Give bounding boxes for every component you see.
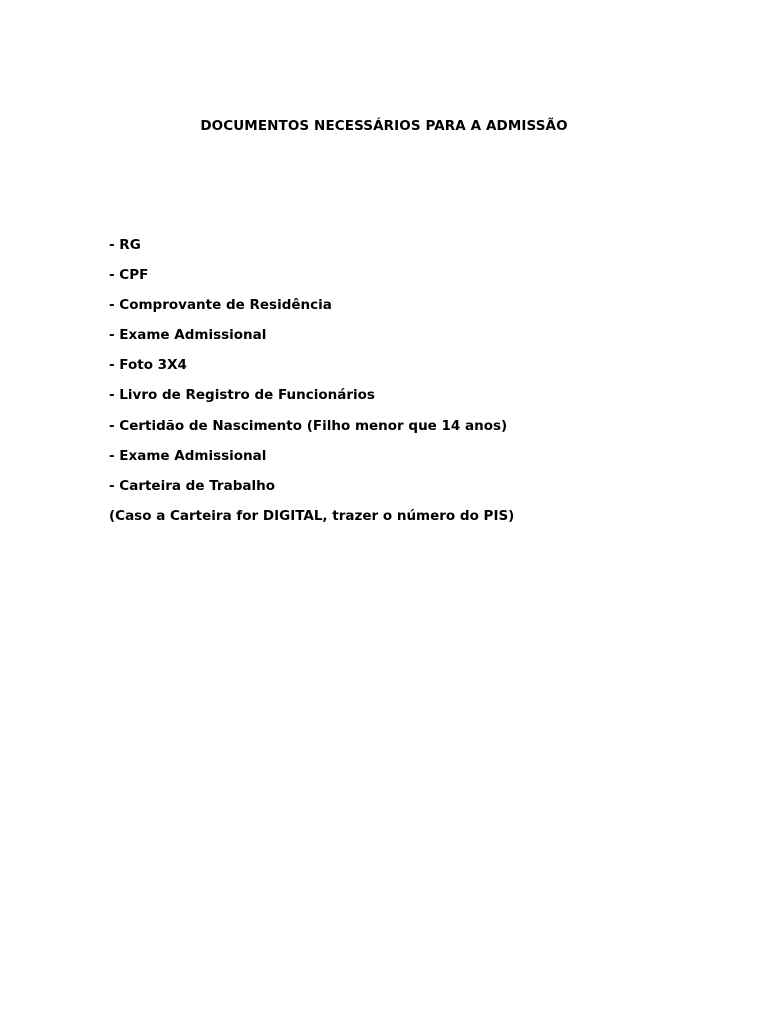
document-title: DOCUMENTOS NECESSÁRIOS PARA A ADMISSÃO	[200, 118, 568, 134]
list-item: - Livro de Registro de Funcionários	[109, 387, 375, 404]
digital-card-note: (Caso a Carteira for DIGITAL, trazer o número do PIS)	[109, 508, 515, 524]
list-item: - Foto 3X4	[109, 357, 187, 374]
list-item: - Exame Admissional	[109, 327, 267, 344]
list-item: - RG	[109, 237, 141, 253]
list-item: - Exame Admissional	[109, 447, 267, 464]
list-item: - Comprovante de Residência	[109, 297, 332, 314]
required-documents-list	[109, 236, 507, 507]
list-item: - Certidão de Nascimento (Filho menor que 14 anos)	[109, 417, 508, 434]
list-item: - CPF	[109, 267, 149, 284]
list-item: - Carteira de Trabalho	[109, 477, 275, 494]
